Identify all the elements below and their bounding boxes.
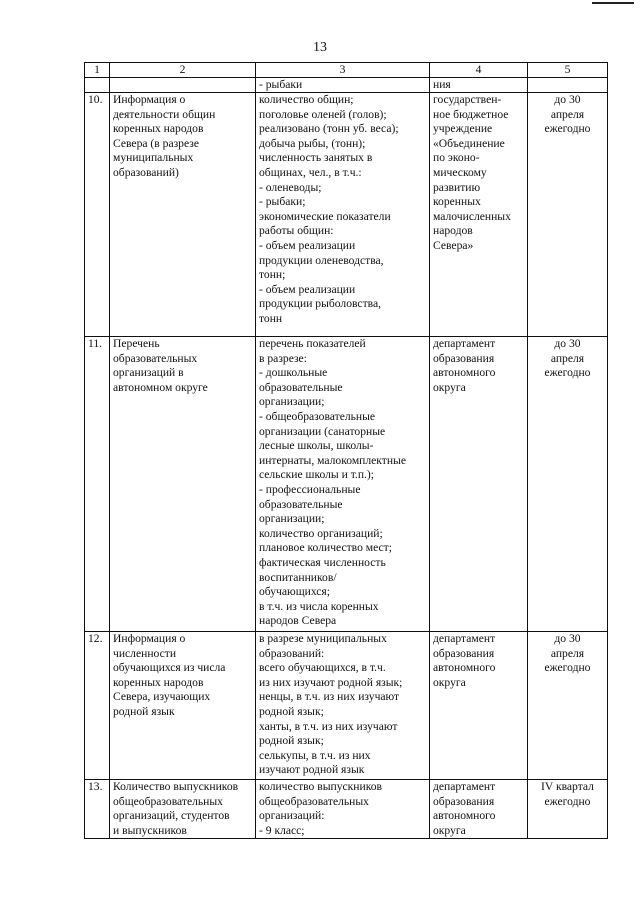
indicators-cell: [256, 780, 430, 839]
indicator-line: обучающихся;: [259, 585, 330, 599]
info-name-line: численности: [113, 646, 177, 660]
indicator-line: - рыбаки;: [259, 195, 306, 209]
indicator-line: экономические показатели: [259, 209, 391, 223]
indicator-line: в т.ч. из числа коренных: [259, 599, 379, 613]
responsible-line: округа: [433, 823, 466, 837]
header-cell: 2: [110, 63, 256, 78]
indicator-line: поголовье оленей (голов);: [259, 107, 387, 121]
indicator-line: - профессиональные: [259, 482, 361, 496]
deadline-line: ежегодно: [544, 794, 591, 808]
indicator-line: из них изучают родной язык;: [259, 675, 403, 689]
header-cell: 5: [528, 63, 608, 78]
row-number: 11.: [85, 337, 110, 632]
indicator-line: интернаты, малокомплектные: [259, 453, 406, 467]
indicator-line: - объем реализации: [259, 282, 356, 296]
indicator-line: добыча рыбы, (тонн);: [259, 136, 366, 150]
header-cell: 3: [256, 63, 430, 78]
responsible-line: развитию: [433, 180, 481, 194]
deadline-line: ежегодно: [544, 122, 591, 136]
indicator-line: в разрезе муниципальных: [259, 632, 387, 645]
info-name-line: обучающихся из числа: [113, 661, 226, 675]
info-name-line: Информация о: [113, 93, 186, 106]
deadline-cell: [528, 337, 608, 632]
deadline-line: апреля: [550, 107, 585, 121]
responsible-cell: [430, 632, 528, 780]
responsible-line: департамент: [433, 780, 496, 793]
indicators-cell: [256, 337, 430, 632]
responsible-line: департамент: [433, 632, 496, 645]
responsible-line: округа: [433, 380, 466, 394]
info-name-line: деятельности общин: [113, 107, 216, 121]
indicator-line: перечень показателей: [259, 337, 366, 350]
indicator-line: образовательные: [259, 497, 343, 511]
indicator-line: количество общин;: [259, 93, 354, 106]
continuation-cell: [110, 78, 256, 93]
indicator-line: - 9 класс;: [259, 823, 305, 837]
table-row: [85, 632, 608, 780]
continuation-responsible: ния: [430, 78, 528, 93]
indicator-line: фактическая численность: [259, 555, 386, 569]
responsible-line: образования: [433, 351, 495, 365]
reporting-table: [84, 62, 608, 839]
indicator-line: воспитанников/: [259, 570, 337, 584]
table-row: [85, 93, 608, 337]
info-name-line: образовательных: [113, 351, 198, 365]
indicator-line: количество организаций;: [259, 526, 383, 540]
responsible-cell: [430, 93, 528, 337]
responsible-cell: [430, 337, 528, 632]
responsible-line: народов: [433, 224, 473, 238]
indicator-line: организаций:: [259, 809, 325, 823]
indicator-line: народов Севера: [259, 614, 337, 628]
info-name-line: Информация о: [113, 632, 186, 645]
indicator-line: общеобразовательных: [259, 794, 369, 808]
indicator-line: селькупы, в т.ч. из них: [259, 748, 371, 762]
continuation-indicator: - рыбаки: [256, 78, 430, 93]
deadline-line: до 30: [554, 337, 581, 350]
header-cell: 4: [430, 63, 528, 78]
page-number: 13: [313, 40, 327, 55]
deadline-line: до 30: [554, 93, 581, 106]
responsible-line: «Объединение: [433, 136, 505, 150]
deadline-cell: [528, 632, 608, 780]
responsible-cell: [430, 780, 528, 839]
indicators-cell: [256, 93, 430, 337]
info-name-line: и выпускников: [113, 823, 187, 837]
responsible-line: образования: [433, 646, 495, 660]
info-name-line: Севера (в разрезе: [113, 136, 199, 150]
responsible-line: учреждение: [433, 122, 493, 136]
deadline-line: IV квартал: [541, 780, 594, 793]
indicator-line: организации;: [259, 512, 325, 526]
indicator-line: продукции рыболовства,: [259, 297, 382, 311]
indicator-line: родной язык;: [259, 734, 324, 748]
info-name-line: родной язык: [113, 704, 175, 718]
indicator-line: работы общин:: [259, 224, 334, 238]
indicator-line: ненцы, в т.ч. из них изучают: [259, 690, 400, 704]
responsible-line: коренных: [433, 195, 481, 209]
responsible-line: государствен-: [433, 93, 502, 106]
table-row: [85, 337, 608, 632]
info-name-line: коренных народов: [113, 675, 204, 689]
info-name-line: общеобразовательных: [113, 794, 223, 808]
indicator-line: численность занятых в: [259, 151, 373, 165]
indicator-line: изучают родной язык: [259, 763, 365, 777]
indicator-line: тонн;: [259, 268, 286, 282]
indicator-line: сельские школы и т.п.);: [259, 468, 375, 482]
info-name-cell: [110, 632, 256, 780]
responsible-line: мическому: [433, 165, 487, 179]
deadline-cell: [528, 780, 608, 839]
indicator-line: образовательные: [259, 380, 343, 394]
indicator-line: организации;: [259, 395, 325, 409]
responsible-line: ное бюджетное: [433, 107, 509, 121]
info-name-cell: [110, 93, 256, 337]
deadline-line: апреля: [550, 646, 585, 660]
info-name-cell: [110, 780, 256, 839]
table-row: [85, 780, 608, 839]
responsible-line: департамент: [433, 337, 496, 350]
info-name-line: Количество выпускников: [113, 780, 239, 793]
row-number: 10.: [85, 93, 110, 337]
column-number-header: [85, 63, 608, 78]
indicator-line: плановое количество мест;: [259, 541, 392, 555]
continuation-cell: [528, 78, 608, 93]
indicator-line: - дошкольные: [259, 366, 328, 380]
indicator-line: тонн: [259, 311, 283, 325]
info-name-line: коренных народов: [113, 122, 204, 136]
indicator-line: всего обучающихся, в т.ч.: [259, 661, 386, 675]
deadline-cell: [528, 93, 608, 337]
header-cell: 1: [85, 63, 110, 78]
deadline-line: ежегодно: [544, 366, 591, 380]
info-name-line: автономном округе: [113, 380, 208, 394]
row-number: 13.: [85, 780, 110, 839]
top-corner-mark: [592, 2, 634, 4]
indicator-line: количество выпускников: [259, 780, 383, 793]
responsible-line: округа: [433, 675, 466, 689]
info-name-line: образований): [113, 165, 179, 179]
info-name-cell: [110, 337, 256, 632]
indicator-line: образований:: [259, 646, 325, 660]
responsible-line: автономного: [433, 809, 496, 823]
deadline-line: ежегодно: [544, 661, 591, 675]
responsible-line: по эконо-: [433, 151, 480, 165]
indicator-line: лесные школы, школы-: [259, 439, 374, 453]
indicator-line: реализовано (тонн уб. веса);: [259, 122, 399, 136]
responsible-line: малочисленных: [433, 209, 511, 223]
indicator-line: - объем реализации: [259, 238, 356, 252]
indicator-line: родной язык;: [259, 704, 324, 718]
info-name-line: организаций, студентов: [113, 809, 230, 823]
row-number: 12.: [85, 632, 110, 780]
info-name-line: муниципальных: [113, 151, 194, 165]
indicator-line: продукции оленеводства,: [259, 253, 384, 267]
responsible-line: Севера»: [433, 238, 474, 252]
indicator-line: - оленеводы;: [259, 180, 322, 194]
info-name-line: Севера, изучающих: [113, 690, 211, 704]
info-name-line: Перечень: [113, 337, 160, 350]
indicator-line: ханты, в т.ч. из них изучают: [259, 719, 398, 733]
responsible-line: автономного: [433, 366, 496, 380]
responsible-line: образования: [433, 794, 495, 808]
deadline-line: до 30: [554, 632, 581, 645]
indicator-line: в разрезе:: [259, 351, 307, 365]
indicator-line: организации (санаторные: [259, 424, 386, 438]
indicators-cell: [256, 632, 430, 780]
indicator-line: - общеобразовательные: [259, 409, 376, 423]
deadline-line: апреля: [550, 351, 585, 365]
info-name-line: организаций в: [113, 366, 184, 380]
indicator-line: общинах, чел., в т.ч.:: [259, 165, 362, 179]
responsible-line: автономного: [433, 661, 496, 675]
continuation-row: [85, 78, 608, 93]
continuation-cell: [85, 78, 110, 93]
